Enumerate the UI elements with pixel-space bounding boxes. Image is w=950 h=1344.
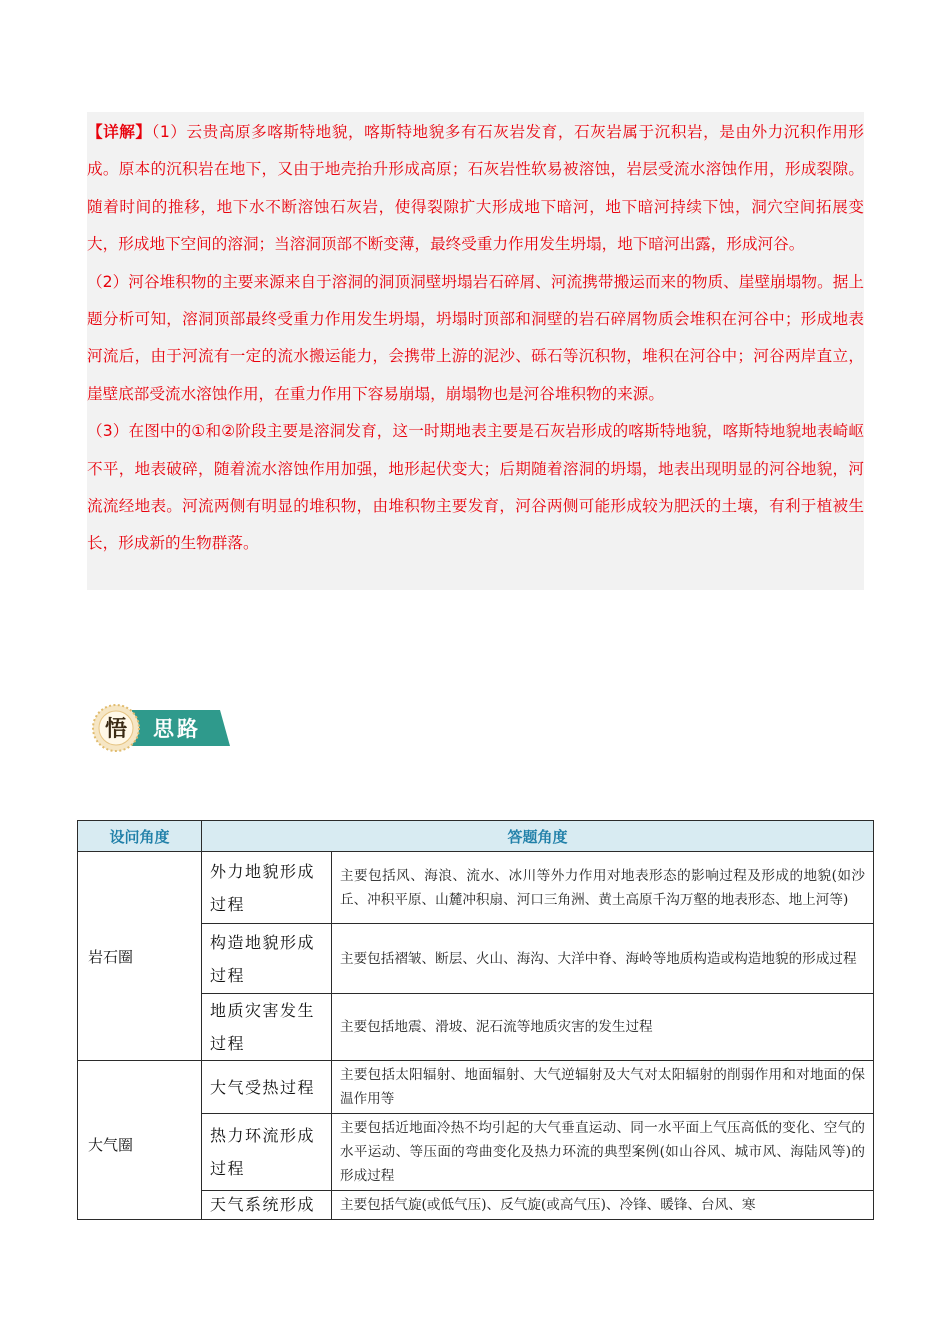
topic-cell: 天气系统形成 (202, 1191, 332, 1220)
topic-cell: 地质灾害发生过程 (202, 994, 332, 1061)
table-header-row (78, 821, 874, 852)
badge-graphic (92, 704, 232, 754)
detail-cell: 主要包括近地面冷热不均引起的大气垂直运动、同一水平面上气压高低的变化、空气的水平运动、等压面的弯曲变化及热力环流的典型案例(如山谷风、城市风、海陆风等)的形成过程 (332, 1114, 874, 1191)
section-badge (92, 704, 232, 754)
analysis-paragraph-1: 【详解】（1）云贵高原多喀斯特地貌，喀斯特地貌多有石灰岩发育，石灰岩属于沉积岩，是由外力沉积作用形成。原本的沉积岩在地下，又由于地壳抬升形成高原；石灰岩性软易被溶蚀，岩层受流水溶蚀作用，形成裂隙。随着时间的推移，地下水不断溶蚀石灰岩，使得裂隙扩大形成地下暗河，地下暗河持续下蚀，洞穴空间拓展变大，形成地下空间的溶洞；当溶洞顶部不断变薄，最终受重力作用发生坍塌，地下暗河出露，形成河谷。 (87, 123, 864, 254)
analysis-label: 【详解】 (87, 123, 152, 141)
header-answer-angle: 答题角度 (202, 821, 874, 852)
topic-cell: 外力地貌形成过程 (202, 852, 332, 924)
table-row (78, 1061, 874, 1114)
detail-cell: 主要包括太阳辐射、地面辐射、大气逆辐射及大气对太阳辐射的削弱作用和对地面的保温作用等 (332, 1061, 874, 1114)
topic-cell: 热力环流形成过程 (202, 1114, 332, 1191)
detail-cell: 主要包括褶皱、断层、火山、海沟、大洋中脊、海岭等地质构造或构造地貌的形成过程 (332, 924, 874, 994)
analysis-box (87, 112, 864, 590)
detail-cell: 主要包括气旋(或低气压)、反气旋(或高气压)、冷锋、暖锋、台风、寒 (332, 1191, 874, 1220)
badge-circle-char: 悟 (104, 717, 128, 742)
analysis-paragraph-2: （2）河谷堆积物的主要来源来自于溶洞的洞顶洞壁坍塌岩石碎屑、河流携带搬运而来的物质、崖壁崩塌物。据上题分析可知，溶洞顶部最终受重力作用发生坍塌，坍塌时顶部和洞壁的岩石碎屑物质会堆积在河谷中；形成地表河流后，由于河流有一定的流水搬运能力，会携带上游的泥沙、砾石等沉积物，堆积在河谷中；河谷两岸直立，崖壁底部受流水溶蚀作用，在重力作用下容易崩塌，崩塌物也是河谷堆积物的来源。 (87, 272, 864, 403)
sphere-lithosphere: 岩石圈 (78, 852, 202, 1061)
badge-label: 思路 (153, 717, 201, 741)
topic-cell: 大气受热过程 (202, 1061, 332, 1114)
topic-cell: 构造地貌形成过程 (202, 924, 332, 994)
sphere-atmosphere: 大气圈 (78, 1061, 202, 1220)
header-question-angle: 设问角度 (78, 821, 202, 852)
detail-cell: 主要包括风、海浪、流水、冰川等外力作用对地表形态的影响过程及形成的地貌(如沙丘、冲积平原、山麓冲积扇、河口三角洲、黄土高原千沟万壑的地表形态、地上河等) (332, 852, 874, 924)
analysis-paragraph-3: （3）在图中的①和②阶段主要是溶洞发育，这一时期地表主要是石灰岩形成的喀斯特地貌，喀斯特地貌地表崎岖不平，地表破碎，随着流水溶蚀作用加强，地形起伏变大；后期随着溶洞的坍塌，地表出现明显的河谷地貌，河流流经地表。河流两侧有明显的堆积物，由堆积物主要发育，河谷两侧可能形成较为肥沃的土壤，有利于植被生长，形成新的生物群落。 (87, 422, 864, 553)
answer-angle-table (77, 820, 874, 1220)
detail-cell: 主要包括地震、滑坡、泥石流等地质灾害的发生过程 (332, 994, 874, 1061)
table-row (78, 852, 874, 924)
